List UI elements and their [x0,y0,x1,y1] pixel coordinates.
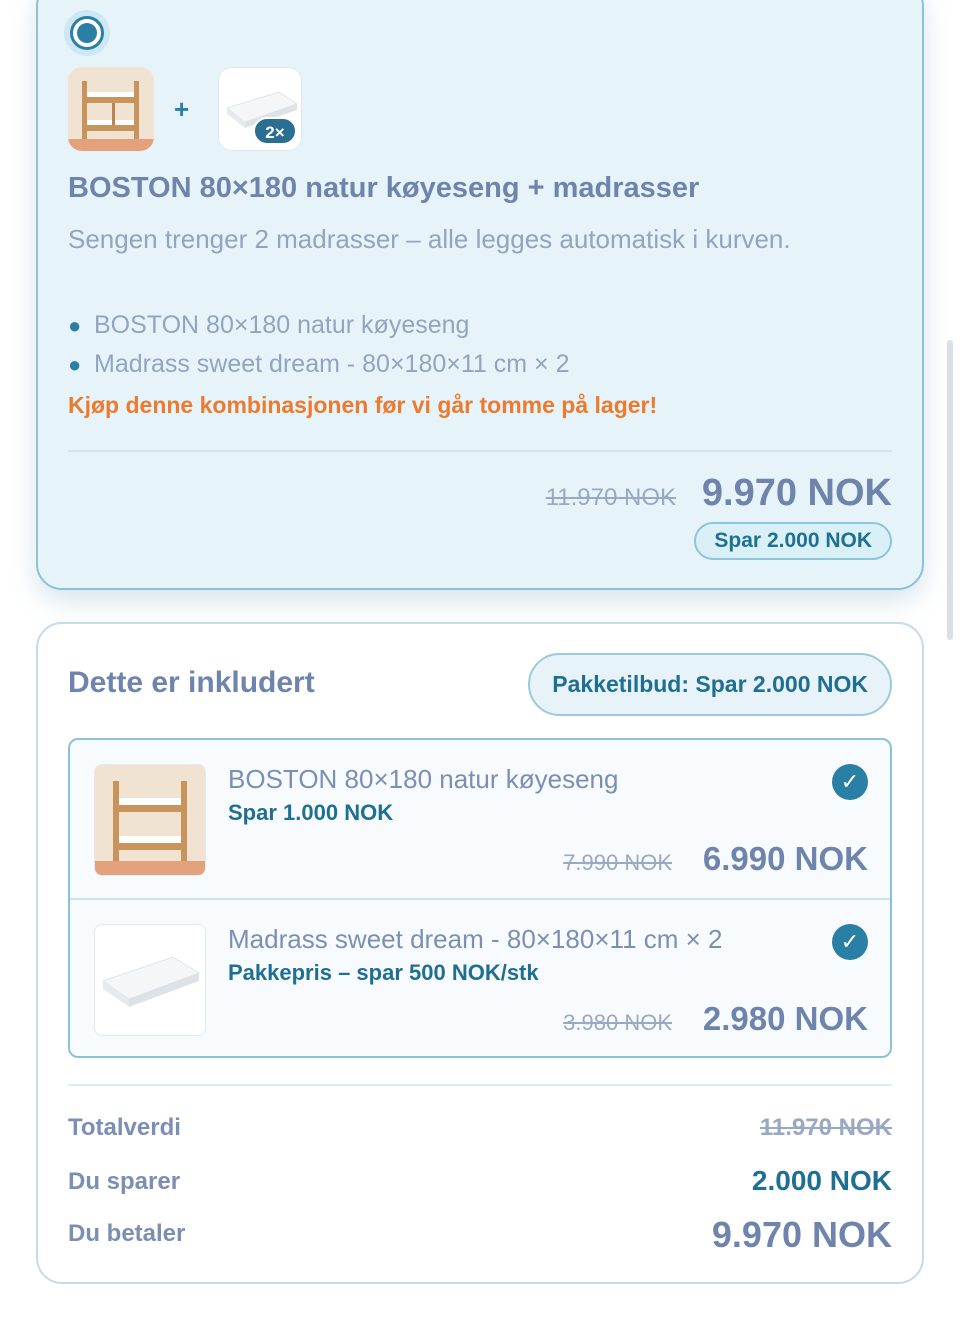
bunk-bed-image [94,764,206,876]
quantity-badge: 2× [253,117,297,145]
pay-value: 9.970 NOK [711,1214,892,1255]
mattress-image [94,924,206,1036]
item-name: Madrass sweet dream - 80×180×11 cm × 2 [228,924,723,954]
option-old-price: 11.970 NOK [545,484,676,511]
savings-value: 2.000 NOK [751,1165,892,1196]
option-new-price: 9.970 NOK [701,472,892,514]
item-savings: Pakkepris – spar 500 NOK/stk [228,960,539,985]
bullet-icon: ● [68,352,82,377]
divider [68,1084,892,1086]
list-item: ● Madrass sweet dream - 80×180×11 cm × 2 [68,345,569,384]
list-item [70,740,890,898]
included-items-list [68,738,892,1058]
plus-icon: + [174,94,190,124]
savings-label: Du sparer [68,1168,181,1195]
list-item [70,900,890,1058]
item-savings: Spar 1.000 NOK [228,800,394,825]
option-bullet-list [68,306,569,384]
radio-selected-icon[interactable] [64,10,110,56]
total-value: 11.970 NOK [759,1114,892,1141]
item-name: BOSTON 80×180 natur køyeseng [228,764,619,794]
urgency-message: Kjøp denne kombinasjonen før vi går tomme på lager! [68,392,658,418]
included-title: Dette er inkludert [68,666,315,699]
list-item: ● BOSTON 80×180 natur køyeseng [68,306,569,345]
total-value-label: Totalverdi [68,1114,181,1141]
check-icon: ✓ [832,764,868,800]
package-deal-badge: Pakketilbud: Spar 2.000 NOK [528,653,892,716]
item-new-price: 2.980 NOK [702,1000,868,1037]
item-old-price: 3.980 NOK [563,1010,672,1035]
check-icon: ✓ [832,924,868,960]
item-old-price: 7.990 NOK [563,850,672,875]
divider [68,450,892,452]
pay-label: Du betaler [68,1220,186,1247]
item-new-price: 6.990 NOK [702,840,868,877]
option-savings-badge: Spar 2.000 NOK [694,522,892,560]
option-title: BOSTON 80×180 natur køyeseng + madrasser [68,172,700,204]
bullet-icon: ● [68,313,82,338]
bunk-bed-thumbnail [68,67,154,151]
scrollbar[interactable] [947,340,953,640]
option-description: Sengen trenger 2 madrasser – alle legges automatisk i kurven. [68,224,791,254]
